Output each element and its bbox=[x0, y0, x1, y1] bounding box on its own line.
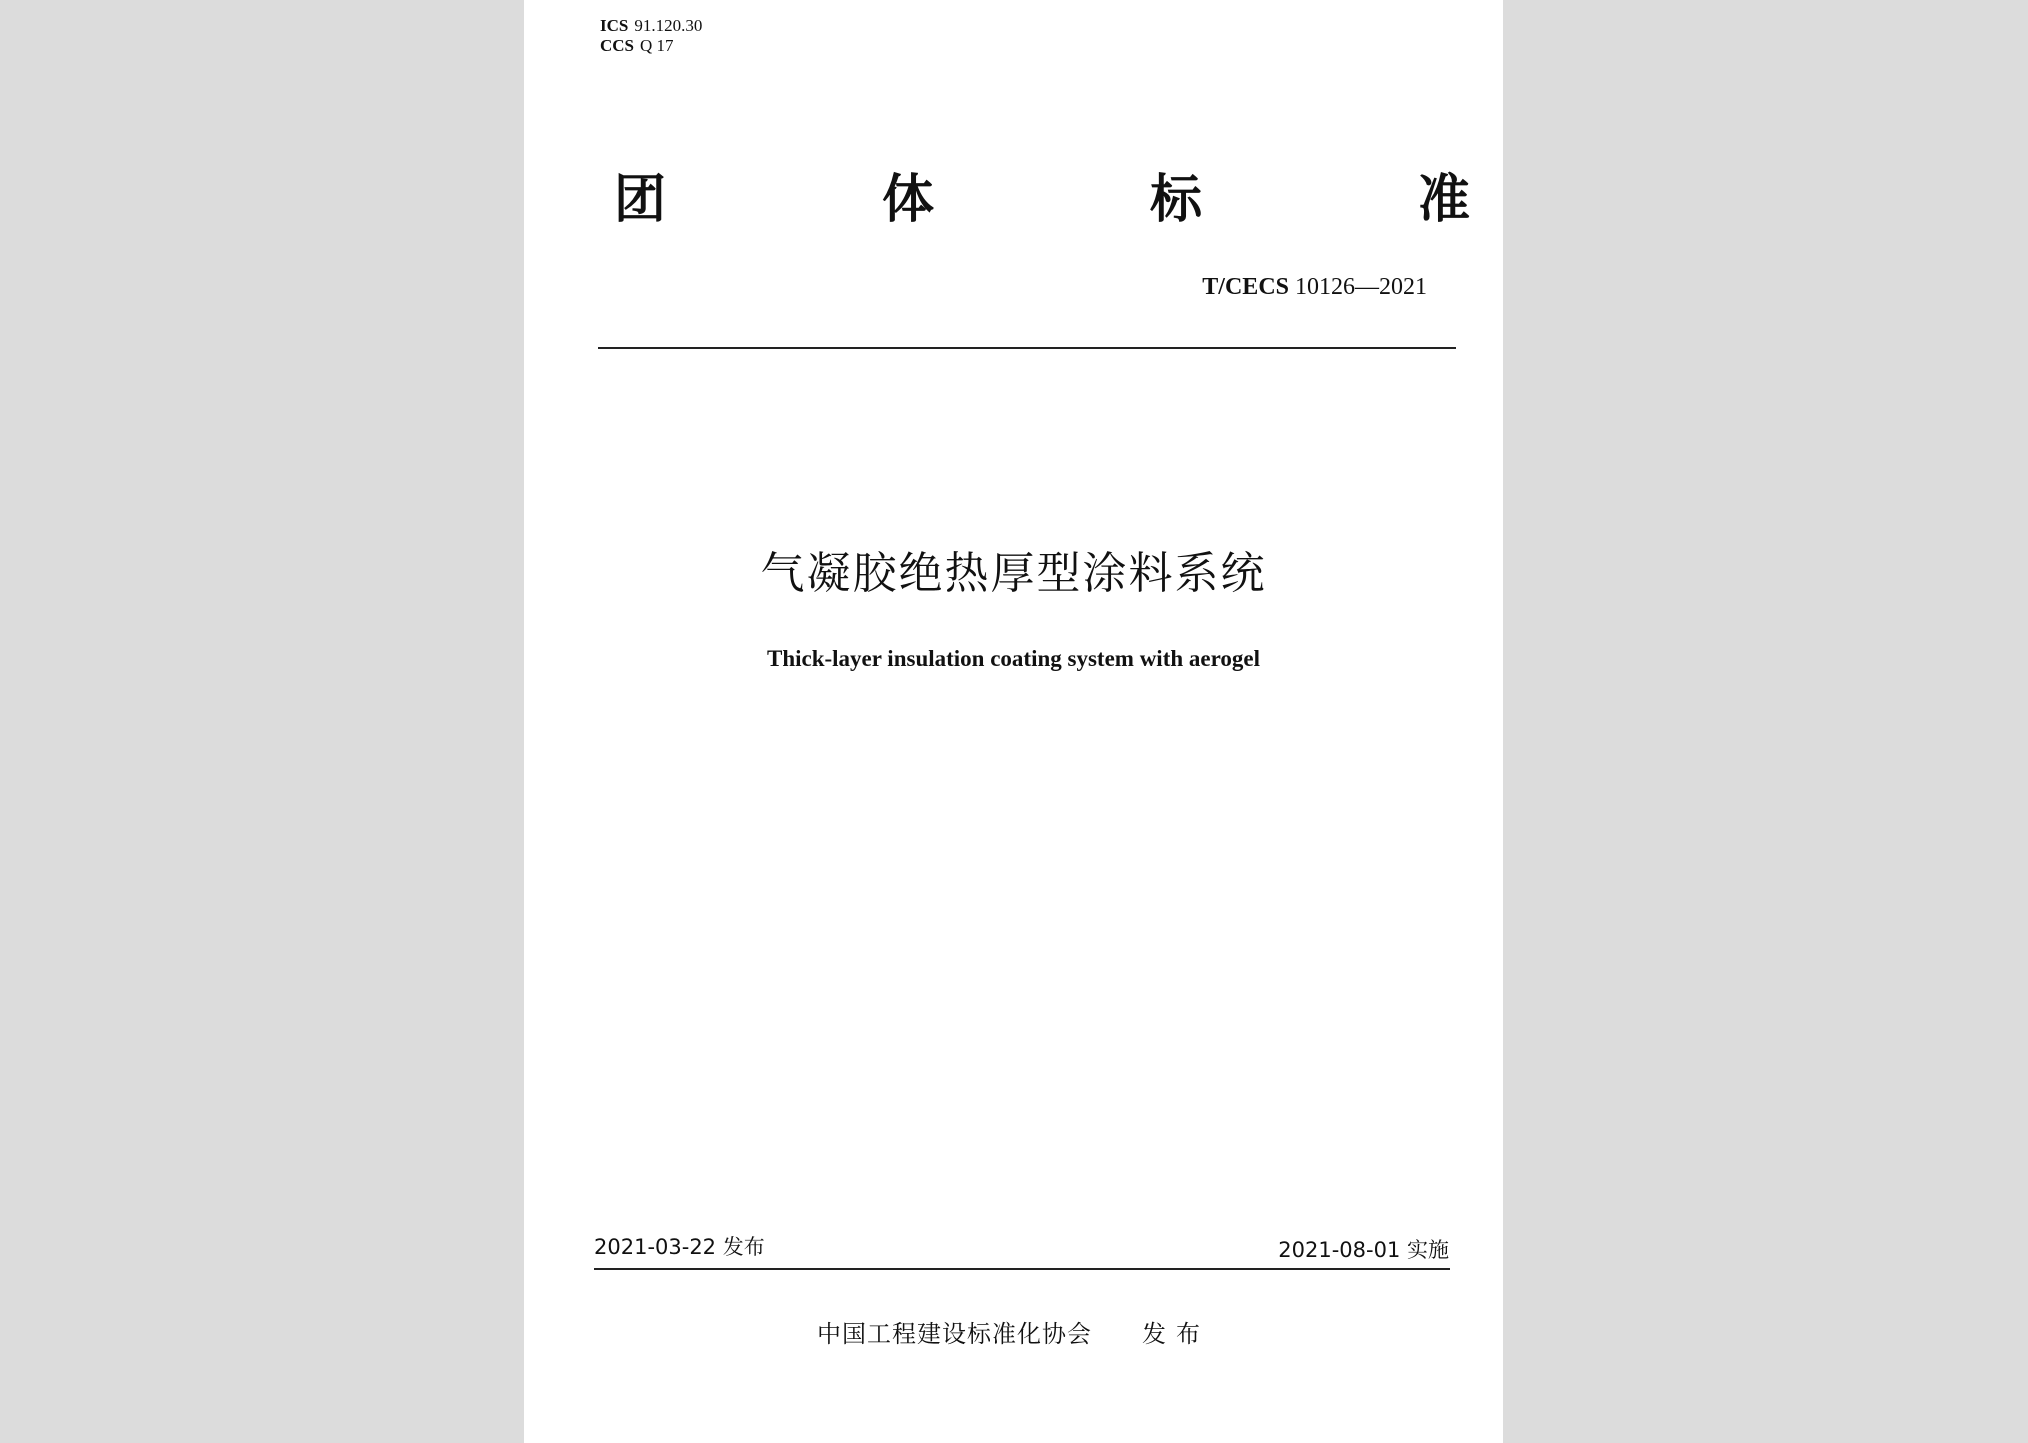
publisher-organization: 中国工程建设标准化协会 bbox=[817, 1320, 1092, 1348]
standard-type-char: 体 bbox=[881, 170, 934, 230]
standard-type-heading bbox=[614, 168, 1470, 232]
standard-type-char: 团 bbox=[614, 170, 667, 230]
bottom-divider bbox=[594, 1268, 1450, 1270]
issue-date: 2021-03-22 发布 bbox=[594, 1235, 765, 1259]
top-divider bbox=[598, 347, 1456, 349]
ics-code bbox=[600, 16, 702, 36]
standard-number-value: 10126—2021 bbox=[1295, 274, 1427, 300]
effective-date: 2021-08-01 实施 bbox=[1278, 1238, 1449, 1262]
ccs-code bbox=[600, 36, 702, 56]
standard-type-char: 标 bbox=[1149, 170, 1202, 230]
publisher-line bbox=[524, 1318, 1503, 1350]
title-chinese: 气凝胶绝热厚型涂料系统 bbox=[760, 548, 1267, 599]
classification-codes bbox=[600, 16, 702, 56]
standard-number-prefix: T/CECS bbox=[1202, 274, 1289, 300]
title-english: Thick-layer insulation coating system with aerogel bbox=[766, 646, 1260, 671]
ccs-label: CCS bbox=[600, 36, 635, 55]
standard-type-char: 准 bbox=[1417, 170, 1470, 230]
ics-label: ICS bbox=[600, 16, 629, 35]
publisher-action: 发布 bbox=[1142, 1320, 1210, 1348]
document-page bbox=[524, 0, 1503, 1443]
ccs-value: Q 17 bbox=[640, 36, 674, 55]
ics-value: 91.120.30 bbox=[634, 16, 703, 35]
standard-number bbox=[1202, 272, 1427, 302]
